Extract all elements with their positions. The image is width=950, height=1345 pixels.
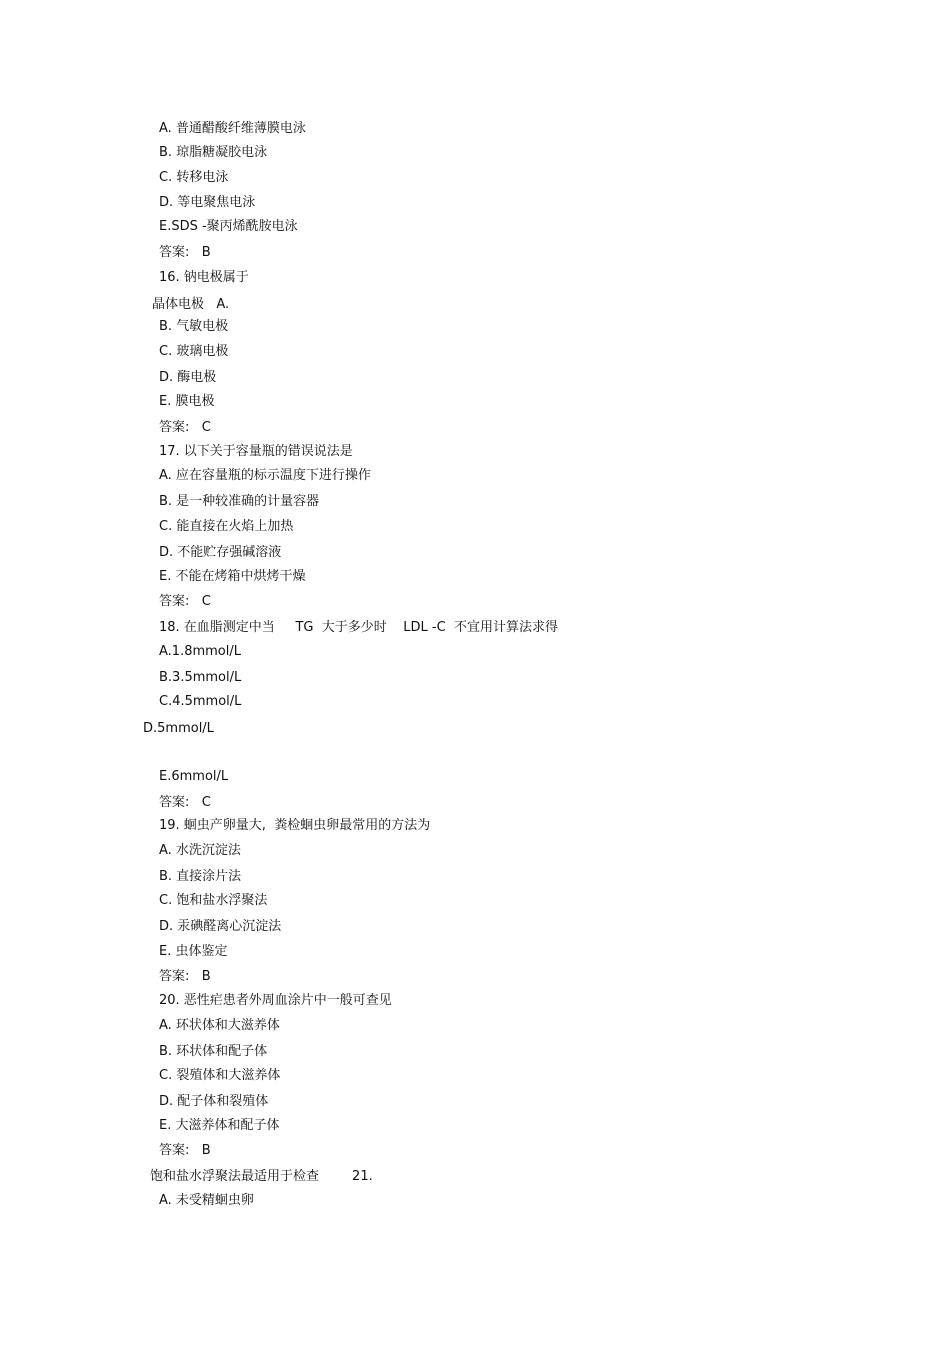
option-line: C. 裂殖体和大滋养体 (159, 1068, 281, 1083)
option-line: D. 等电聚焦电泳 (159, 195, 256, 210)
answer-line: 答案: B (159, 969, 211, 984)
question-line: 18. 在血脂测定中当 TG 大于多少时 LDL -C 不宜用计算法求得 (159, 620, 558, 635)
option-line: D. 配子体和裂殖体 (159, 1094, 269, 1109)
option-line: A.1.8mmol/L (159, 644, 241, 659)
option-line: C. 转移电泳 (159, 170, 229, 185)
option-line: 晶体电极 A. (152, 297, 230, 312)
option-line: C. 饱和盐水浮聚法 (159, 893, 268, 908)
option-line: E.6mmol/L (159, 769, 229, 784)
option-line: A. 未受精蛔虫卵 (159, 1193, 254, 1208)
option-line: B. 气敏电极 (159, 319, 229, 334)
option-line: E. 膜电极 (159, 394, 215, 409)
option-line: A. 普通醋酸纤维薄膜电泳 (159, 121, 306, 136)
option-line: C.4.5mmol/L (159, 694, 242, 709)
option-line: B. 是一种较准确的计量容器 (159, 494, 320, 509)
answer-line: 答案: C (159, 420, 211, 435)
answer-line: 答案: C (159, 594, 211, 609)
option-line: D. 汞碘醛离心沉淀法 (159, 919, 282, 934)
question-line: 饱和盐水浮聚法最适用于检查 21. (150, 1169, 373, 1184)
option-line: A. 水洗沉淀法 (159, 843, 241, 858)
option-line: B. 直接涂片法 (159, 869, 242, 884)
option-line: E.SDS -聚丙烯酰胺电泳 (159, 219, 298, 234)
option-line: B. 环状体和配子体 (159, 1044, 268, 1059)
option-line: B.3.5mmol/L (159, 670, 242, 685)
question-line: 16. 钠电极属于 (159, 270, 249, 285)
option-line: D. 酶电极 (159, 370, 217, 385)
option-line: B. 琼脂糖凝胶电泳 (159, 145, 268, 160)
question-line: 19. 蛔虫产卵量大, 粪检蛔虫卵最常用的方法为 (159, 818, 431, 833)
option-line: E. 虫体鉴定 (159, 944, 228, 959)
answer-line: 答案: B (159, 245, 211, 260)
answer-line: 答案: C (159, 795, 211, 810)
option-line: C. 玻璃电极 (159, 344, 229, 359)
option-line: A. 应在容量瓶的标示温度下进行操作 (159, 468, 371, 483)
question-line: 17. 以下关于容量瓶的错误说法是 (159, 444, 353, 459)
option-line: C. 能直接在火焰上加热 (159, 519, 294, 534)
option-line: E. 不能在烤箱中烘烤干燥 (159, 569, 306, 584)
question-line: 20. 恶性疟患者外周血涂片中一般可查见 (159, 993, 392, 1008)
option-line: E. 大滋养体和配子体 (159, 1118, 280, 1133)
option-line: D.5mmol/L (143, 721, 214, 736)
answer-line: 答案: B (159, 1143, 211, 1158)
option-line: D. 不能贮存强碱溶液 (159, 545, 282, 560)
option-line: A. 环状体和大滋养体 (159, 1018, 280, 1033)
